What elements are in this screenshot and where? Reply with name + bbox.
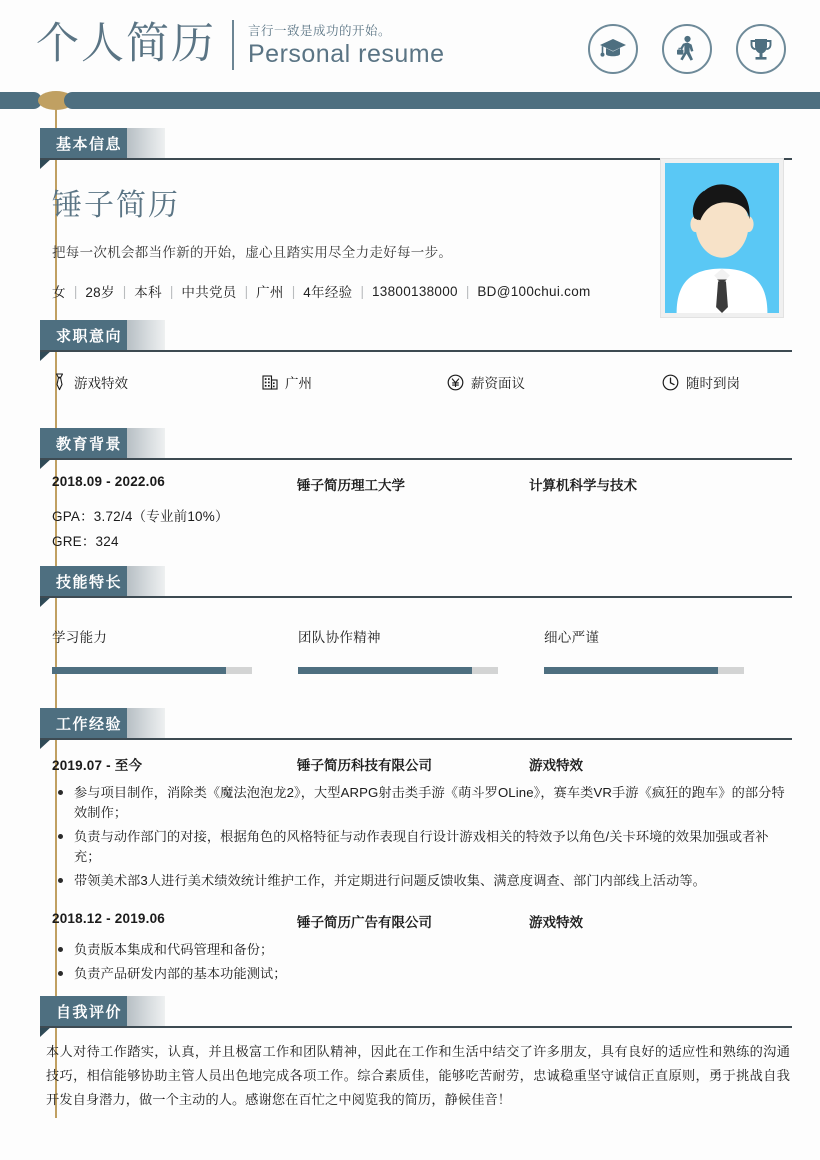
skill-progress-track xyxy=(298,667,498,674)
meta-separator: | xyxy=(73,283,78,299)
header-subtitle-en: Personal resume xyxy=(248,40,445,68)
section-rule xyxy=(40,458,792,460)
page-header xyxy=(0,0,820,96)
candidate-name: 锤子简历 xyxy=(52,189,180,222)
job-duty: 参与项目制作，消除类《魔法泡泡龙2》，大型ARPG射击类手游《萌斗罗OLine》，赛车类VR手游《疯狂的跑车》的部分特效制作； xyxy=(52,783,790,823)
meta-political-status: 中共党员 xyxy=(181,285,237,300)
meta-degree: 本科 xyxy=(134,285,162,300)
intent-item-city xyxy=(262,372,447,392)
section-tab-skills: 技能特长 xyxy=(40,566,140,596)
job-duty: 负责与动作部门的对接，根据角色的风格特征与动作表现自行设计游戏相关的特效予以角色/关卡环境的效果加强或者补充； xyxy=(52,827,790,867)
section-header-skills xyxy=(0,566,820,596)
meta-separator: | xyxy=(360,283,364,299)
intent-item-salary xyxy=(447,372,662,392)
clock-icon xyxy=(662,374,679,391)
meta-gender: 女 xyxy=(52,285,66,300)
tie-icon xyxy=(52,373,67,391)
job-duty-list xyxy=(52,940,790,984)
section-tab-gradient xyxy=(127,320,165,350)
job-header-row xyxy=(52,754,790,774)
section-work-experience xyxy=(0,708,820,988)
section-header-work xyxy=(0,708,820,738)
meta-age: 28岁 xyxy=(85,285,115,300)
skill-name: 团队协作精神 xyxy=(298,630,381,645)
section-tab-intent: 求职意向 xyxy=(40,320,140,350)
intent-label-position: 游戏特效 xyxy=(74,376,128,391)
page-title: 个人简历 xyxy=(36,20,216,68)
building-icon xyxy=(262,374,278,390)
education-row xyxy=(52,474,790,494)
intent-item-availability xyxy=(662,372,740,392)
meta-experience: 4年经验 xyxy=(303,285,353,300)
job-duty-list xyxy=(52,783,790,891)
job-title: 游戏特效 xyxy=(529,758,583,773)
intent-label-availability: 随时到岗 xyxy=(686,376,740,391)
header-subtitle-cn: 言行一致是成功的开始。 xyxy=(248,24,392,38)
section-education xyxy=(0,428,820,550)
section-rule xyxy=(40,596,792,598)
section-body-skills xyxy=(0,626,820,674)
meta-city: 广州 xyxy=(256,285,284,300)
skill-item xyxy=(298,626,544,674)
section-header-basic xyxy=(0,128,820,158)
candidate-photo xyxy=(660,158,784,318)
meta-separator: | xyxy=(291,283,296,299)
header-subtitle-block xyxy=(248,14,444,74)
skill-progress-fill xyxy=(298,667,472,674)
section-job-intention xyxy=(0,320,820,392)
skill-progress-fill xyxy=(544,667,718,674)
yen-circle-icon xyxy=(447,374,464,391)
meta-email: BD@100chui.com xyxy=(477,283,591,299)
section-rule xyxy=(40,1026,792,1028)
skill-name: 学习能力 xyxy=(52,630,108,645)
section-body-education xyxy=(0,474,820,550)
graduation-cap-icon xyxy=(588,24,638,74)
section-tab-gradient xyxy=(127,708,165,738)
intent-item-position xyxy=(52,372,262,392)
education-major: 计算机科学与技术 xyxy=(529,478,637,493)
title-divider xyxy=(232,20,234,70)
meta-phone: 13800138000 xyxy=(371,283,458,299)
section-header-evaluation xyxy=(0,996,820,1026)
intent-label-city: 广州 xyxy=(285,376,312,391)
skill-item xyxy=(544,626,790,674)
section-tab-gradient xyxy=(127,428,165,458)
section-header-education xyxy=(0,428,820,458)
section-tab-basic: 基本信息 xyxy=(40,128,140,158)
intent-label-salary: 薪资面议 xyxy=(471,376,525,391)
skill-item xyxy=(52,626,298,674)
job-date: 2019.07 - 至今 xyxy=(52,758,143,773)
skill-progress-fill xyxy=(52,667,226,674)
section-body-evaluation xyxy=(0,1040,820,1112)
skill-name: 细心严谨 xyxy=(544,630,600,645)
meta-separator: | xyxy=(169,283,174,299)
job-duty: 负责版本集成和代码管理和备份； xyxy=(52,940,790,960)
job-duty: 负责产品研发内部的基本功能测试； xyxy=(52,964,790,984)
trophy-icon xyxy=(736,24,786,74)
section-body-work xyxy=(0,754,820,984)
decor-bar-right-pill xyxy=(64,92,820,109)
education-gre: GRE：324 xyxy=(52,534,119,549)
section-tab-education: 教育背景 xyxy=(40,428,140,458)
self-evaluation-text: 本人对待工作踏实，认真，并且极富工作和团队精神，因此在工作和生活中结交了许多朋友，具有良好的适应性和熟练的沟通技巧，相信能够协助主管人员出色地完成各项工作。综合素质佳，能够吃苦耐劳，忠诚稳重坚守诚信正直原则，勇于挑战自我开发自身潜力，做一个主动的人。感谢您在百忙之中阅览我的简历，静候佳音！ xyxy=(46,1044,790,1107)
section-tab-work: 工作经验 xyxy=(40,708,140,738)
intent-row xyxy=(52,372,790,392)
meta-separator: | xyxy=(122,283,127,299)
section-tab-gradient xyxy=(127,566,165,596)
section-header-intent xyxy=(0,320,820,350)
job-entry xyxy=(52,911,790,984)
skills-row xyxy=(52,626,790,674)
photo-inner xyxy=(665,163,779,313)
skill-progress-track xyxy=(544,667,744,674)
skill-progress-track xyxy=(52,667,252,674)
education-school: 锤子简历理工大学 xyxy=(297,478,405,493)
education-date: 2018.09 - 2022.06 xyxy=(52,474,165,489)
section-tab-evaluation: 自我评价 xyxy=(40,996,140,1026)
job-company: 锤子简历科技有限公司 xyxy=(297,758,432,773)
job-date: 2018.12 - 2019.06 xyxy=(52,911,165,926)
section-tab-gradient xyxy=(127,128,165,158)
candidate-motto: 把每一次机会都当作新的开始，虚心且踏实用尽全力走好每一步。 xyxy=(52,245,453,260)
businessman-walking-icon xyxy=(662,24,712,74)
meta-separator: | xyxy=(465,283,470,299)
section-basic-info xyxy=(0,128,820,301)
section-tab-gradient xyxy=(127,996,165,1026)
section-self-evaluation xyxy=(0,996,820,1112)
section-rule xyxy=(40,738,792,740)
section-skills xyxy=(0,566,820,674)
header-icon-group xyxy=(588,24,786,74)
job-entry xyxy=(52,754,790,891)
decor-bar-left-pill xyxy=(0,92,42,109)
section-body-intent xyxy=(0,372,820,392)
education-gpa: GPA：3.72/4（专业前10%） xyxy=(52,509,229,524)
section-body-basic xyxy=(0,158,820,301)
header-title-block xyxy=(36,14,444,74)
meta-separator: | xyxy=(244,283,249,299)
job-header-row xyxy=(52,911,790,931)
job-duty: 带领美术部3人进行美术绩效统计维护工作，并定期进行问题反馈收集、满意度调查、部门内部线上活动等。 xyxy=(52,871,790,891)
decorative-bar xyxy=(0,92,820,110)
job-company: 锤子简历广告有限公司 xyxy=(297,915,432,930)
job-title: 游戏特效 xyxy=(529,915,583,930)
section-rule xyxy=(40,350,792,352)
